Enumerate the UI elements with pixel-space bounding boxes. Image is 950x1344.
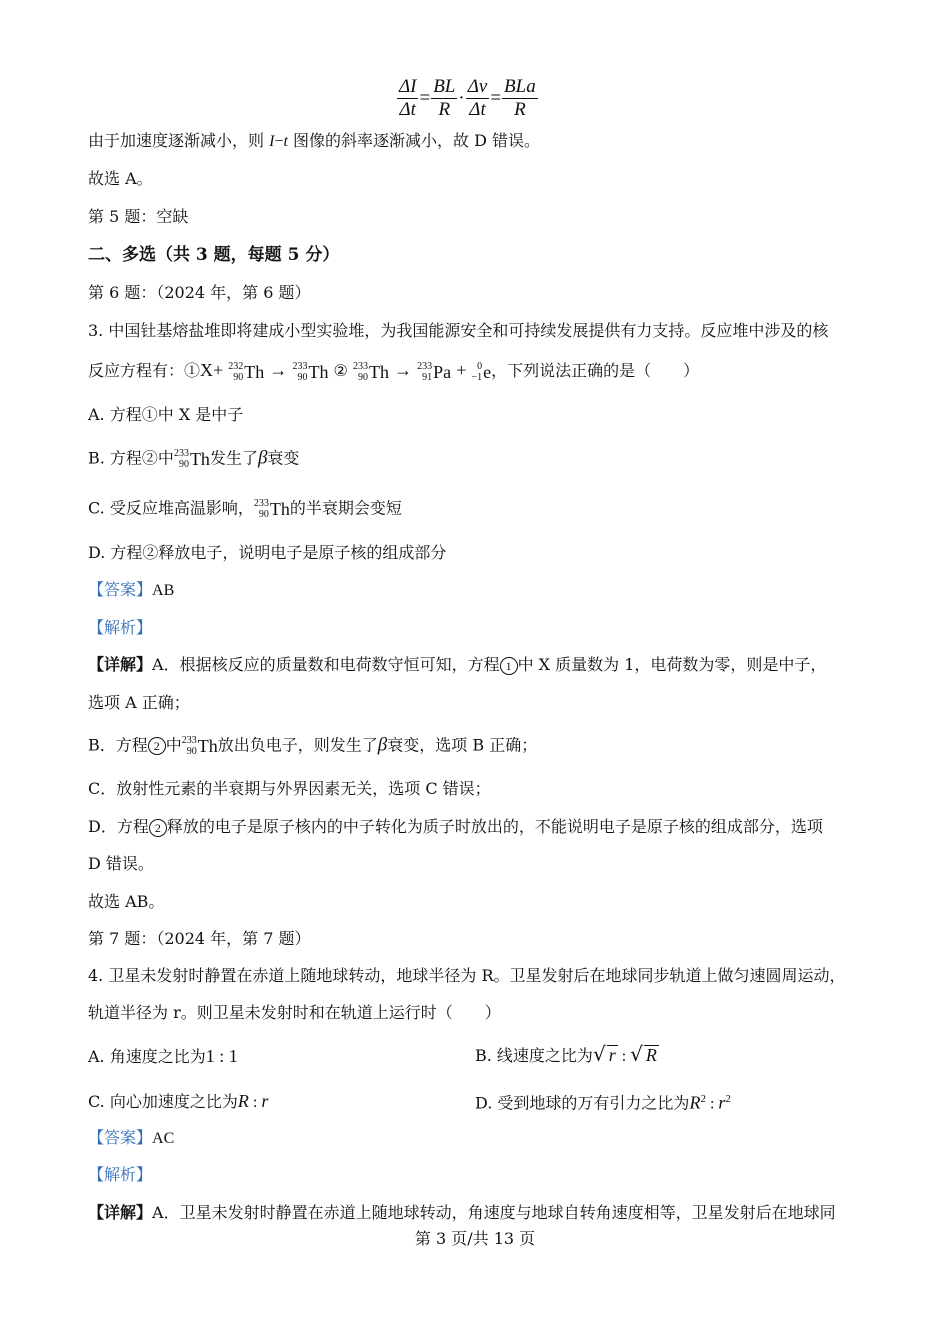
fraction-rhs [502,76,538,121]
formula-block: $\frac{\Delta I}{\Delta t}$ = $\frac{BL}{R}$ · $\frac{\Delta v}{\Delta t}$ = $\frac{\text{BLa}}{R}$ [399,76,536,120]
q4-option-d: D. 受到地球的万有引力之比为$R^2$ : $r^2$ [475,1092,731,1113]
q4-detail-line1: 【详解】A．卫星未发射时静置在赤道上随地球转动，角速度与地球自转角速度相等，卫星发射后在地球同 [88,1203,836,1222]
nuclide-th232: 232 90 Th [228,360,265,383]
q3-option-b: B. 方程②中 233 90 Th 发生了β衰变 [88,447,300,470]
q3-detail-line1: 【详解】A．根据核反应的质量数和电荷数守恒可知，方程 1 中 X 质量数为 1，电荷数为零，则是中子， [88,655,827,674]
fraction-2 [466,76,490,121]
nuclide-pa233: 233 91 Pa [417,360,452,383]
q4-stem-line1: 4. 卫星未发射时静置在赤道上随地球转动，地球半径为 R。卫星发射后在地球同步轨道上做匀速圆周运动， [88,966,846,985]
q2-conclusion-line: 由于加速度逐渐减小，则 I−t 图像的斜率逐渐减小，故 D 错误。 [88,131,541,150]
q3-answer: 【答案】AB [88,580,175,599]
frac-num: BLa [504,76,536,97]
q3-detail-line4: C．放射性元素的半衰期与外界因素无关，选项 C 错误； [88,779,491,798]
frac-num: BL [433,76,456,97]
q3-detail-line6: D 错误。 [88,854,154,873]
frac-den: Δt [399,99,416,120]
q4-option-b: B. 线速度之比为√ r : √ R [475,1042,657,1066]
q3-detail-line3: B．方程 2 中 233 90 Th 放出负电子，则发生了β衰变，选项 B 正确； [88,734,538,757]
circled-number-2: 2 [149,819,167,837]
fraction-1 [431,76,457,121]
q4-answer: 【答案】AC [88,1128,175,1147]
page-footer: 第 3 页/共 13 页 [414,1229,536,1248]
nuclide-th233: 233 90 Th [352,360,389,383]
frac-den: Δt [469,99,486,120]
q3-choose: 故选 AB。 [88,892,165,911]
frac-num: ΔI [399,76,417,97]
circled-number-1: 1 [500,657,518,675]
q3-stem-line1: 3. 中国钍基熔盐堆即将建成小型实验堆，为我国能源安全和可持续发展提供有力支持。反应堆中涉及的核 [88,321,829,340]
fraction-lhs [397,76,418,121]
q7-header: 第 7 题：（2024 年，第 7 题） [88,929,311,948]
circled-number-2: 2 [148,737,166,755]
q6-header: 第 6 题：（2024 年，第 6 题） [88,283,311,302]
q3-stem-line2: 反应方程有：①X+ 232 90 Th → 233 90 Th ② 233 90 Th → 233 91 Pa + 0 −1 e ，下列说法正确的是（ ） [88,360,700,383]
q3-detail-line5: D．方程 2 释放的电子是原子核内的中子转化为质子时放出的，不能说明电子是原子核的组成部分，选项 [88,817,823,836]
frac-den: R [514,99,526,120]
section-heading: 二、多选（共 3 题，每题 5 分） [88,245,340,265]
q3-option-d: D. 方程②释放电子，说明电子是原子核的组成部分 [88,543,447,562]
q5-line: 第 5 题：空缺 [88,207,189,226]
frac-num: Δv [467,76,488,97]
frac-den: R [438,99,451,120]
q4-option-a: A. 角速度之比为1 : 1 [88,1046,238,1066]
q3-analysis-tag: 【解析】 [88,618,153,637]
q3-option-a: A. 方程①中 X 是中子 [88,405,244,424]
nuclide-electron: 0 −1 e [471,360,492,383]
nuclide-th233: 233 90 Th [292,360,329,383]
q3-option-c: C. 受反应堆高温影响， 233 90 Th 的半衰期会变短 [88,498,402,520]
q4-stem-line2: 轨道半径为 r。则卫星未发射时和在轨道上运行时（ ） [88,1003,501,1022]
q2-choose: 故选 A。 [88,169,153,188]
q3-detail-line2: 选项 A 正确； [88,693,190,712]
q4-analysis-tag: 【解析】 [88,1165,153,1184]
q4-option-c: C. 向心加速度之比为R : r [88,1091,269,1111]
